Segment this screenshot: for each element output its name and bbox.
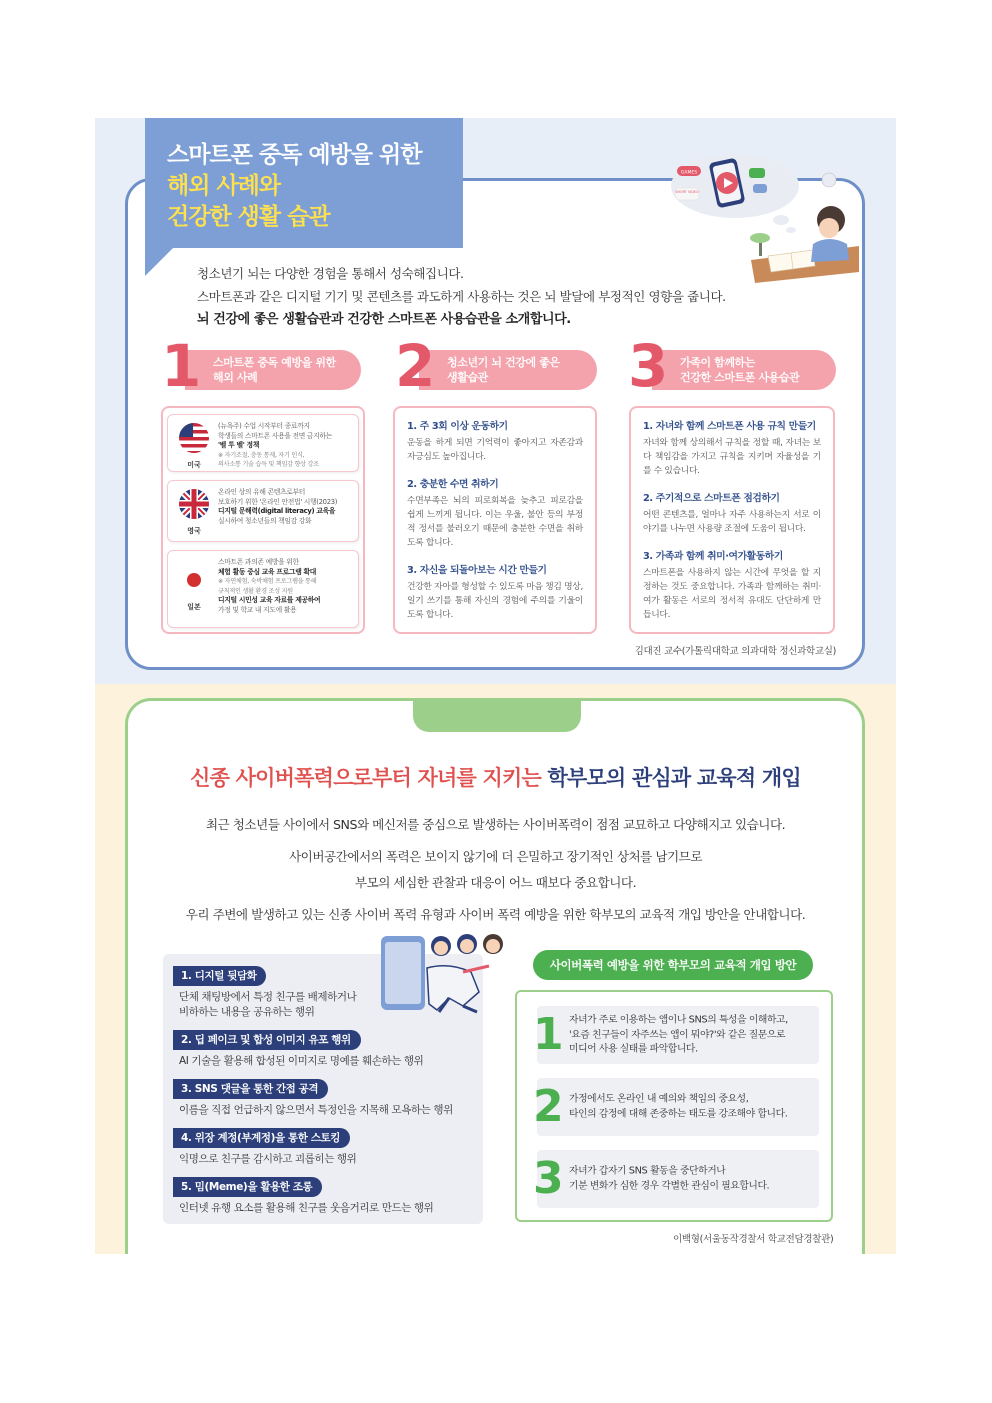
us-flag-icon (179, 423, 209, 453)
country-text: 스마트폰 과의존 예방을 위한 체험 활동 중심 교육 프로그램 확대 ※ 자연체험, 숙박체험 프로그램을 통해 규칙적인 생활 환경 조성 지원 디지털 시민성 교육 자료를 제공하여 가정 및 학교 내 지도에 활용 (218, 558, 321, 614)
type-label: 2. 딥 페이크 및 합성 이미지 유포 행위 (173, 1030, 361, 1050)
column-header-overseas (161, 332, 361, 400)
intro-line-3: 부모의 세심한 관찰과 대응이 어느 때보다 중요합니다. (354, 875, 637, 890)
plan-text: 가정에서도 온라인 내 예의와 책임의 중요성, 타인의 감정에 대해 존중하는 태도를 강조해야 합니다. (569, 1093, 788, 1119)
country-usa (167, 414, 359, 472)
type-item (173, 1126, 356, 1167)
title-line-1: 스마트폰 중독 예방을 위한 (167, 142, 422, 168)
section-tab-decoration (413, 698, 581, 732)
plan-item (533, 1150, 819, 1208)
plan-number: 2 (533, 1081, 564, 1132)
type-item (173, 1028, 423, 1069)
country-japan (167, 550, 359, 628)
plan-number: 1 (533, 1009, 564, 1060)
smartphone-intro (197, 262, 797, 331)
plan-number: 3 (533, 1153, 564, 1204)
family-item: 2. 주기적으로 스마트폰 점검하기 어떤 콘텐츠를, 얼마나 자주 사용하는지 서로 이야기를 나누면 사용량 조절에 도움이 됩니다. (643, 493, 821, 534)
type-label: 3. SNS 댓글을 통한 간접 공격 (173, 1079, 328, 1099)
country-label: 영국 (187, 527, 201, 535)
type-item (173, 1077, 453, 1118)
title-part-1: 신종 사이버폭력으로부터 자녀를 지키는 (190, 766, 541, 790)
habit-item: 1. 주 3회 이상 운동하기 운동을 하게 되면 기억력이 좋아지고 자존감과 자긍심도 높아집니다. (407, 421, 583, 462)
habit-item: 2. 충분한 수면 취하기 수면부족은 뇌의 피로회복을 늦추고 피로감을 쉽게 느끼게 됩니다. 이는 우울, 불안 등의 부정적 정서를 불러오기 때문에 충분한 수면을 취하도록 합니다. (407, 479, 583, 548)
uk-flag-icon (179, 489, 209, 519)
plan-text: 자녀가 갑자기 SNS 활동을 중단하거나 기분 변화가 심한 경우 각별한 관심이 필요합니다. (569, 1165, 770, 1191)
family-item: 1. 자녀와 함께 스마트폰 사용 규칙 만들기 자녀와 함께 상의해서 규칙을 정할 때, 자녀는 보다 책임감을 가지고 규칙을 지키며 자율성을 기를 수 있습니다. (643, 421, 821, 476)
family-item: 3. 가족과 함께 취미·여가활동하기 스마트폰을 사용하지 않는 시간에 무엇을 할 지 정하는 것도 중요합니다. 가족과 함께하는 취미·여가 활동은 서로의 정서적 유대도 단단하게 만듭니다. (643, 551, 821, 620)
type-label: 4. 위장 계정(부계정)을 통한 스토킹 (173, 1128, 350, 1148)
cyberbullying-intro (95, 812, 896, 928)
column-number: 3 (628, 332, 666, 400)
intro-line-2: 스마트폰과 같은 디지털 기기 및 콘텐츠를 과도하게 사용하는 것은 뇌 발달에 부정적인 영향을 줍니다. (197, 289, 726, 304)
top-credit: 김대진 교수(가톨릭대학교 의과대학 정신과학교실) (634, 646, 836, 657)
overseas-cases-card (161, 406, 365, 634)
smartphone-section (95, 118, 896, 684)
intro-line-2: 사이버공간에서의 폭력은 보이지 않기에 더 은밀하고 장기적인 상처를 남기므로 (289, 849, 702, 864)
intervention-plan-box (515, 990, 833, 1222)
title-part-2: 학부모의 관심과 교육적 개입 (547, 766, 801, 790)
intro-line-4: 우리 주변에 발생하고 있는 신종 사이버 폭력 유형과 사이버 폭력 예방을 위한 학부모의 교육적 개입 방안을 안내합니다. (185, 907, 806, 922)
type-desc: AI 기술을 활용해 합성된 이미지로 명예를 훼손하는 행위 (179, 1055, 424, 1067)
country-text: (뉴욕주) 수업 시작부터 종료까지 학생들의 스마트폰 사용을 전면 금지하는 '벨 투 벨' 정책 ※ 자기조절, 충동 통제, 자기 인식, 의사소통 기술 습득 및 책임감 향상 강조 (218, 422, 332, 468)
plan-text: 자녀가 주로 이용하는 앱이나 SNS의 특성을 이해하고, '요즘 친구들이 자주쓰는 앱이 뭐야?'와 같은 질문으로 미디어 사용 실태를 파악합니다. (569, 1014, 788, 1055)
column-label: 가족이 함께하는 건강한 스마트폰 사용습관 (652, 350, 836, 390)
column-label: 스마트폰 중독 예방을 위한 해외 사례 (185, 350, 361, 390)
country-text: 온라인 상의 유해 콘텐츠로부터 보호하기 위한 '온라인 안전법' 시행(2023) 디지털 문해력(digital literacy) 교육을 실시하여 청소년들의 책임감 강화 (218, 488, 338, 525)
plan-heading: 사이버폭력 예방을 위한 학부모의 교육적 개입 방안 (533, 950, 813, 980)
country-label: 미국 (187, 461, 201, 469)
type-label: 5. 밈(Meme)을 활용한 조롱 (173, 1177, 322, 1197)
plan-item (533, 1078, 819, 1136)
type-item (173, 1175, 433, 1216)
short-video-badge: SHORT VIDEO (675, 190, 699, 194)
type-item (173, 964, 356, 1020)
column-label: 청소년기 뇌 건강에 좋은 생활습관 (419, 350, 597, 390)
intro-line-1: 최근 청소년들 사이에서 SNS와 메신저를 중심으로 발생하는 사이버폭력이 점점 교묘하고 다양해지고 있습니다. (205, 817, 786, 832)
column-number: 1 (161, 332, 199, 400)
habit-item: 3. 자신을 되돌아보는 시간 만들기 건강한 자아를 형성할 수 있도록 마음 챙김 명상, 일기 쓰기를 통해 자신의 경험에 주의를 기울이도록 합니다. (407, 565, 583, 620)
column-header-habits (395, 332, 595, 400)
smartphone-title-box (145, 118, 463, 248)
column-header-family (628, 332, 838, 400)
family-habits-card (629, 406, 835, 634)
type-desc: 단체 채팅방에서 특정 친구를 배제하거나 비하하는 내용을 공유하는 행위 (179, 991, 357, 1018)
japan-flag-icon (179, 565, 209, 595)
title-line-3: 건강한 생활 습관 (167, 204, 330, 230)
country-uk (167, 480, 359, 542)
type-desc: 이름을 직접 언급하지 않으면서 특정인을 지목해 모욕하는 행위 (179, 1104, 453, 1116)
phone-people-illustration (379, 932, 513, 1014)
type-desc: 인터넷 유행 요소를 활용해 친구를 웃음거리로 만드는 행위 (179, 1202, 434, 1214)
bottom-credit: 이백형(서울동작경찰서 학교전담경찰관) (673, 1234, 834, 1245)
type-desc: 익명으로 친구를 감시하고 괴롭히는 행위 (179, 1153, 357, 1165)
games-badge: GAMES (680, 170, 698, 176)
plan-item (533, 1006, 819, 1064)
brain-habits-card (393, 406, 597, 634)
title-line-2: 해외 사례와 (167, 173, 281, 199)
country-label: 일본 (187, 603, 201, 611)
type-label: 1. 디지털 뒷담화 (173, 966, 266, 986)
cyberbullying-title (95, 762, 896, 792)
cyberbullying-section (95, 684, 896, 1254)
intro-line-3: 뇌 건강에 좋은 생활습관과 건강한 스마트폰 사용습관을 소개합니다. (197, 312, 571, 327)
column-number: 2 (395, 332, 433, 400)
intro-line-1: 청소년기 뇌는 다양한 경험을 통해서 성숙해집니다. (197, 266, 464, 281)
